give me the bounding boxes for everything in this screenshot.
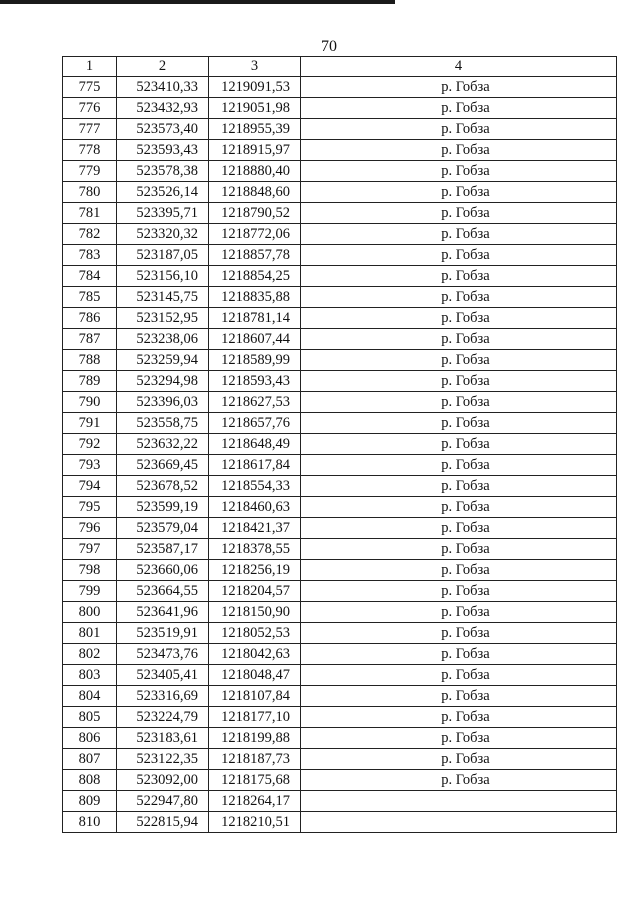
cell-description: р. Гобза [301,287,617,308]
cell-description: р. Гобза [301,707,617,728]
table-row [63,371,617,392]
cell-point-number: 797 [63,539,117,560]
cell-y-coordinate: 1218052,53 [209,623,301,644]
cell-x-coordinate: 523145,75 [117,287,209,308]
cell-x-coordinate: 523664,55 [117,581,209,602]
cell-x-coordinate: 523294,98 [117,371,209,392]
cell-point-number: 781 [63,203,117,224]
cell-point-number: 799 [63,581,117,602]
cell-y-coordinate: 1218199,88 [209,728,301,749]
cell-point-number: 778 [63,140,117,161]
cell-x-coordinate: 523526,14 [117,182,209,203]
table-row [63,812,617,833]
cell-description: р. Гобза [301,392,617,413]
table-row [63,203,617,224]
cell-x-coordinate: 523678,52 [117,476,209,497]
table-row [63,644,617,665]
cell-point-number: 790 [63,392,117,413]
cell-y-coordinate: 1218607,44 [209,329,301,350]
table-row [63,728,617,749]
cell-x-coordinate: 523410,33 [117,77,209,98]
table-row [63,476,617,497]
cell-description [301,812,617,833]
cell-x-coordinate: 523558,75 [117,413,209,434]
table-row [63,392,617,413]
cell-y-coordinate: 1218915,97 [209,140,301,161]
cell-x-coordinate: 523396,03 [117,392,209,413]
cell-point-number: 798 [63,560,117,581]
cell-description: р. Гобза [301,371,617,392]
cell-point-number: 785 [63,287,117,308]
cell-description: р. Гобза [301,245,617,266]
cell-point-number: 786 [63,308,117,329]
cell-y-coordinate: 1219051,98 [209,98,301,119]
table-row [63,686,617,707]
cell-y-coordinate: 1218627,53 [209,392,301,413]
cell-point-number: 780 [63,182,117,203]
cell-y-coordinate: 1218107,84 [209,686,301,707]
table-row [63,623,617,644]
cell-y-coordinate: 1218460,63 [209,497,301,518]
cell-y-coordinate: 1218781,14 [209,308,301,329]
cell-y-coordinate: 1218150,90 [209,602,301,623]
cell-y-coordinate: 1218593,43 [209,371,301,392]
cell-x-coordinate: 523578,38 [117,161,209,182]
table-row [63,602,617,623]
cell-description: р. Гобза [301,497,617,518]
table-row [63,665,617,686]
cell-description: р. Гобза [301,539,617,560]
cell-y-coordinate: 1218955,39 [209,119,301,140]
table-row [63,434,617,455]
cell-y-coordinate: 1218256,19 [209,560,301,581]
column-header-y-coordinate: 3 [209,57,301,77]
cell-x-coordinate: 523669,45 [117,455,209,476]
cell-point-number: 783 [63,245,117,266]
cell-point-number: 776 [63,98,117,119]
cell-description: р. Гобза [301,161,617,182]
cell-description: р. Гобза [301,455,617,476]
cell-x-coordinate: 523183,61 [117,728,209,749]
table-row [63,161,617,182]
column-header-x-coordinate: 2 [117,57,209,77]
cell-y-coordinate: 1218204,57 [209,581,301,602]
cell-point-number: 775 [63,77,117,98]
table-row [63,308,617,329]
cell-x-coordinate: 523632,22 [117,434,209,455]
cell-x-coordinate: 523587,17 [117,539,209,560]
cell-y-coordinate: 1218854,25 [209,266,301,287]
cell-description: р. Гобза [301,266,617,287]
cell-description: р. Гобза [301,413,617,434]
cell-description: р. Гобза [301,203,617,224]
cell-x-coordinate: 523660,06 [117,560,209,581]
table-row [63,329,617,350]
cell-description: р. Гобза [301,770,617,791]
cell-point-number: 777 [63,119,117,140]
cell-point-number: 801 [63,623,117,644]
cell-x-coordinate: 522947,80 [117,791,209,812]
cell-description: р. Гобза [301,644,617,665]
cell-description: р. Гобза [301,665,617,686]
cell-point-number: 793 [63,455,117,476]
column-header-point-number: 1 [63,57,117,77]
cell-y-coordinate: 1218554,33 [209,476,301,497]
table-row [63,350,617,371]
cell-description: р. Гобза [301,476,617,497]
cell-x-coordinate: 523152,95 [117,308,209,329]
cell-y-coordinate: 1218648,49 [209,434,301,455]
cell-description: р. Гобза [301,224,617,245]
cell-description: р. Гобза [301,560,617,581]
cell-point-number: 807 [63,749,117,770]
cell-description: р. Гобза [301,728,617,749]
cell-x-coordinate: 523593,43 [117,140,209,161]
cell-point-number: 796 [63,518,117,539]
cell-x-coordinate: 523405,41 [117,665,209,686]
table-row [63,707,617,728]
cell-x-coordinate: 523395,71 [117,203,209,224]
cell-point-number: 787 [63,329,117,350]
cell-y-coordinate: 1218835,88 [209,287,301,308]
cell-y-coordinate: 1218187,73 [209,749,301,770]
table-row [63,518,617,539]
cell-y-coordinate: 1218048,47 [209,665,301,686]
cell-description: р. Гобза [301,686,617,707]
cell-y-coordinate: 1218042,63 [209,644,301,665]
cell-point-number: 795 [63,497,117,518]
cell-y-coordinate: 1218880,40 [209,161,301,182]
cell-point-number: 809 [63,791,117,812]
table-row [63,224,617,245]
table-row [63,581,617,602]
table-row [63,140,617,161]
cell-description: р. Гобза [301,434,617,455]
table-row [63,539,617,560]
cell-point-number: 810 [63,812,117,833]
cell-y-coordinate: 1218790,52 [209,203,301,224]
table-row [63,98,617,119]
table-row [63,497,617,518]
cell-x-coordinate: 522815,94 [117,812,209,833]
cell-point-number: 803 [63,665,117,686]
cell-x-coordinate: 523432,93 [117,98,209,119]
cell-y-coordinate: 1218857,78 [209,245,301,266]
cell-description: р. Гобза [301,749,617,770]
table-row [63,749,617,770]
table-header [63,57,617,77]
cell-y-coordinate: 1218657,76 [209,413,301,434]
cell-x-coordinate: 523156,10 [117,266,209,287]
cell-y-coordinate: 1218421,37 [209,518,301,539]
table-body [63,77,617,833]
table-row [63,287,617,308]
cell-point-number: 791 [63,413,117,434]
cell-point-number: 794 [63,476,117,497]
table-row [63,413,617,434]
cell-y-coordinate: 1218378,55 [209,539,301,560]
table-row [63,455,617,476]
cell-point-number: 782 [63,224,117,245]
cell-point-number: 802 [63,644,117,665]
cell-x-coordinate: 523320,32 [117,224,209,245]
cell-x-coordinate: 523519,91 [117,623,209,644]
cell-x-coordinate: 523641,96 [117,602,209,623]
table-row [63,245,617,266]
cell-x-coordinate: 523092,00 [117,770,209,791]
cell-y-coordinate: 1218772,06 [209,224,301,245]
cell-description: р. Гобза [301,623,617,644]
cell-y-coordinate: 1218177,10 [209,707,301,728]
cell-x-coordinate: 523122,35 [117,749,209,770]
table-row [63,77,617,98]
column-header-description: 4 [301,57,617,77]
table-row [63,791,617,812]
cell-description: р. Гобза [301,308,617,329]
cell-point-number: 788 [63,350,117,371]
cell-y-coordinate: 1218589,99 [209,350,301,371]
cell-description: р. Гобза [301,602,617,623]
cell-x-coordinate: 523187,05 [117,245,209,266]
cell-description: р. Гобза [301,98,617,119]
cell-y-coordinate: 1218264,17 [209,791,301,812]
page-number: 70 [321,38,337,55]
top-edge-rule [0,0,395,4]
cell-x-coordinate: 523224,79 [117,707,209,728]
coordinates-table [62,56,617,833]
cell-point-number: 792 [63,434,117,455]
cell-y-coordinate: 1218175,68 [209,770,301,791]
cell-description: р. Гобза [301,581,617,602]
cell-point-number: 784 [63,266,117,287]
cell-x-coordinate: 523473,76 [117,644,209,665]
table-row [63,266,617,287]
cell-x-coordinate: 523599,19 [117,497,209,518]
table-row [63,770,617,791]
cell-description [301,791,617,812]
cell-point-number: 808 [63,770,117,791]
cell-x-coordinate: 523316,69 [117,686,209,707]
cell-description: р. Гобза [301,119,617,140]
cell-x-coordinate: 523579,04 [117,518,209,539]
cell-point-number: 800 [63,602,117,623]
table-row [63,182,617,203]
cell-point-number: 806 [63,728,117,749]
table-row [63,119,617,140]
cell-y-coordinate: 1218210,51 [209,812,301,833]
cell-description: р. Гобза [301,329,617,350]
cell-x-coordinate: 523573,40 [117,119,209,140]
cell-y-coordinate: 1218848,60 [209,182,301,203]
table-row [63,560,617,581]
cell-point-number: 789 [63,371,117,392]
cell-description: р. Гобза [301,77,617,98]
cell-description: р. Гобза [301,182,617,203]
cell-point-number: 779 [63,161,117,182]
cell-x-coordinate: 523238,06 [117,329,209,350]
cell-description: р. Гобза [301,518,617,539]
cell-x-coordinate: 523259,94 [117,350,209,371]
cell-description: р. Гобза [301,350,617,371]
cell-y-coordinate: 1218617,84 [209,455,301,476]
cell-description: р. Гобза [301,140,617,161]
cell-point-number: 805 [63,707,117,728]
cell-point-number: 804 [63,686,117,707]
cell-y-coordinate: 1219091,53 [209,77,301,98]
header-row [63,57,617,77]
